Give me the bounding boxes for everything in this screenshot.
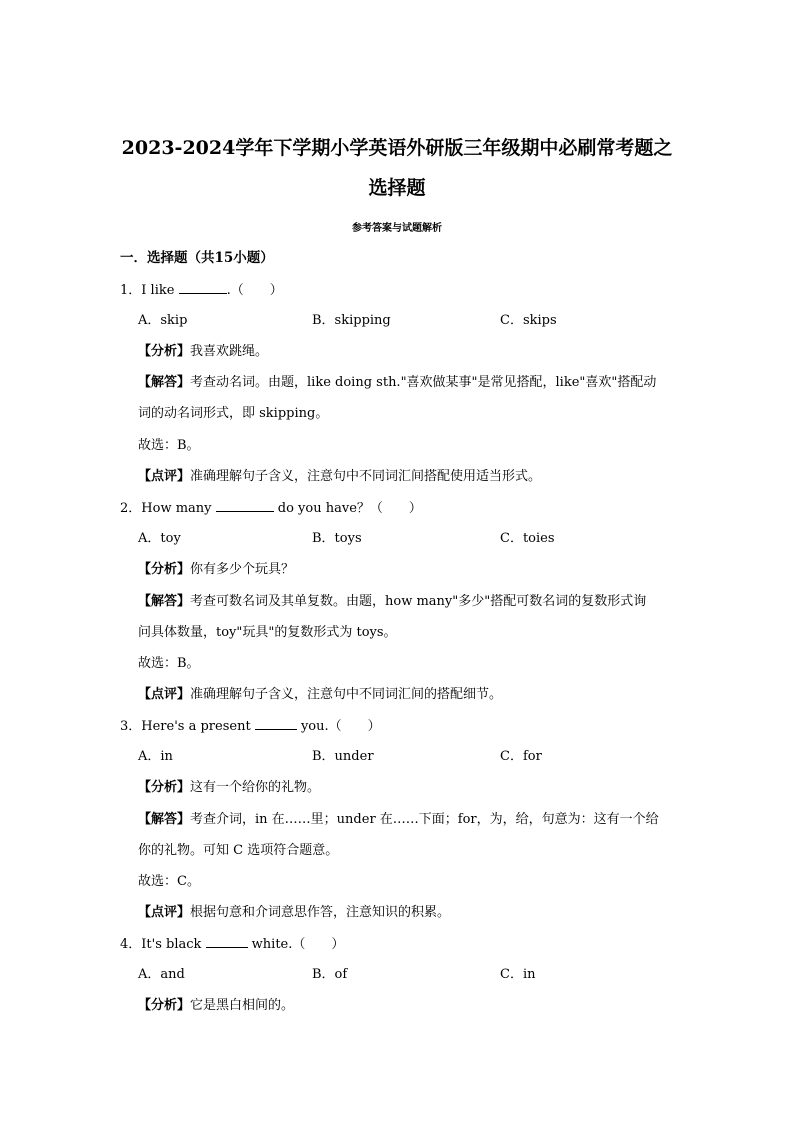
question-1-choice: 故选：B。 bbox=[138, 438, 200, 453]
question-2-analysis: 【分析】你有多少个玩具？ bbox=[138, 562, 295, 577]
question-1-option-c: C．skips bbox=[500, 313, 557, 328]
question-1-answer: 【解答】考查动名词。由题，like doing sth."喜欢做某事"是常见搭配，like"喜欢"搭配动 bbox=[138, 375, 657, 390]
answer-blank bbox=[206, 934, 248, 948]
question-3-stem: 3．Here's a present you.（ ） bbox=[120, 716, 381, 737]
question-4-option-b: B．of bbox=[312, 967, 348, 982]
doc-title-line2: 选择题 bbox=[368, 177, 426, 199]
question-1-stem: 1．I like .（ ） bbox=[120, 280, 283, 301]
answer-blank bbox=[179, 280, 227, 294]
question-3-comment: 【点评】根据句意和介词意思作答，注意知识的积累。 bbox=[138, 905, 451, 920]
question-1-analysis: 【分析】我喜欢跳绳。 bbox=[138, 344, 269, 359]
question-3-option-b: B．under bbox=[312, 749, 374, 764]
answer-blank bbox=[216, 498, 274, 512]
question-3-analysis: 【分析】这有一个给你的礼物。 bbox=[138, 780, 321, 795]
question-3-option-c: C．for bbox=[500, 749, 542, 764]
question-2-comment: 【点评】准确理解句子含义，注意句中不同词汇间的搭配细节。 bbox=[138, 687, 503, 702]
question-4-option-c: C．in bbox=[500, 967, 536, 982]
question-3-choice: 故选：C。 bbox=[138, 874, 200, 889]
question-2-option-a: A．toy bbox=[138, 531, 181, 546]
question-2-option-c: C．toies bbox=[500, 531, 555, 546]
question-1-option-b: B．skipping bbox=[312, 313, 391, 328]
question-1-comment: 【点评】准确理解句子含义，注意句中不同词汇间搭配使用适当形式。 bbox=[138, 469, 542, 484]
question-4-stem: 4．It's black white.（ ） bbox=[120, 934, 344, 955]
doc-subtitle: 参考答案与试题解析 bbox=[352, 223, 442, 234]
question-4-option-a: A．and bbox=[138, 967, 185, 982]
question-2-stem: 2．How many do you have？（ ） bbox=[120, 498, 422, 519]
question-1-option-a: A．skip bbox=[138, 313, 188, 328]
question-2-answer-cont: 问具体数量，toy"玩具"的复数形式为 toys。 bbox=[138, 625, 397, 640]
question-4-analysis: 【分析】它是黑白相间的。 bbox=[138, 998, 295, 1013]
answer-blank bbox=[255, 716, 297, 730]
question-3-option-a: A．in bbox=[138, 749, 173, 764]
section-heading: 一．选择题（共15小题） bbox=[120, 250, 274, 266]
question-2-choice: 故选：B。 bbox=[138, 656, 200, 671]
question-3-answer-cont: 你的礼物。可知 C 选项符合题意。 bbox=[138, 843, 339, 858]
doc-title-line1: 2023-2024学年下学期小学英语外研版三年级期中必刷常考题之 bbox=[121, 137, 673, 159]
question-3-answer: 【解答】考查介词，in 在……里；under 在……下面；for，为，给，句意为：这有一个给 bbox=[138, 812, 659, 827]
question-2-option-b: B．toys bbox=[312, 531, 362, 546]
question-2-answer: 【解答】考查可数名词及其单复数。由题，how many"多少"搭配可数名词的复数形式询 bbox=[138, 594, 647, 609]
question-1-answer-cont: 词的动名词形式，即 skipping。 bbox=[138, 406, 329, 421]
